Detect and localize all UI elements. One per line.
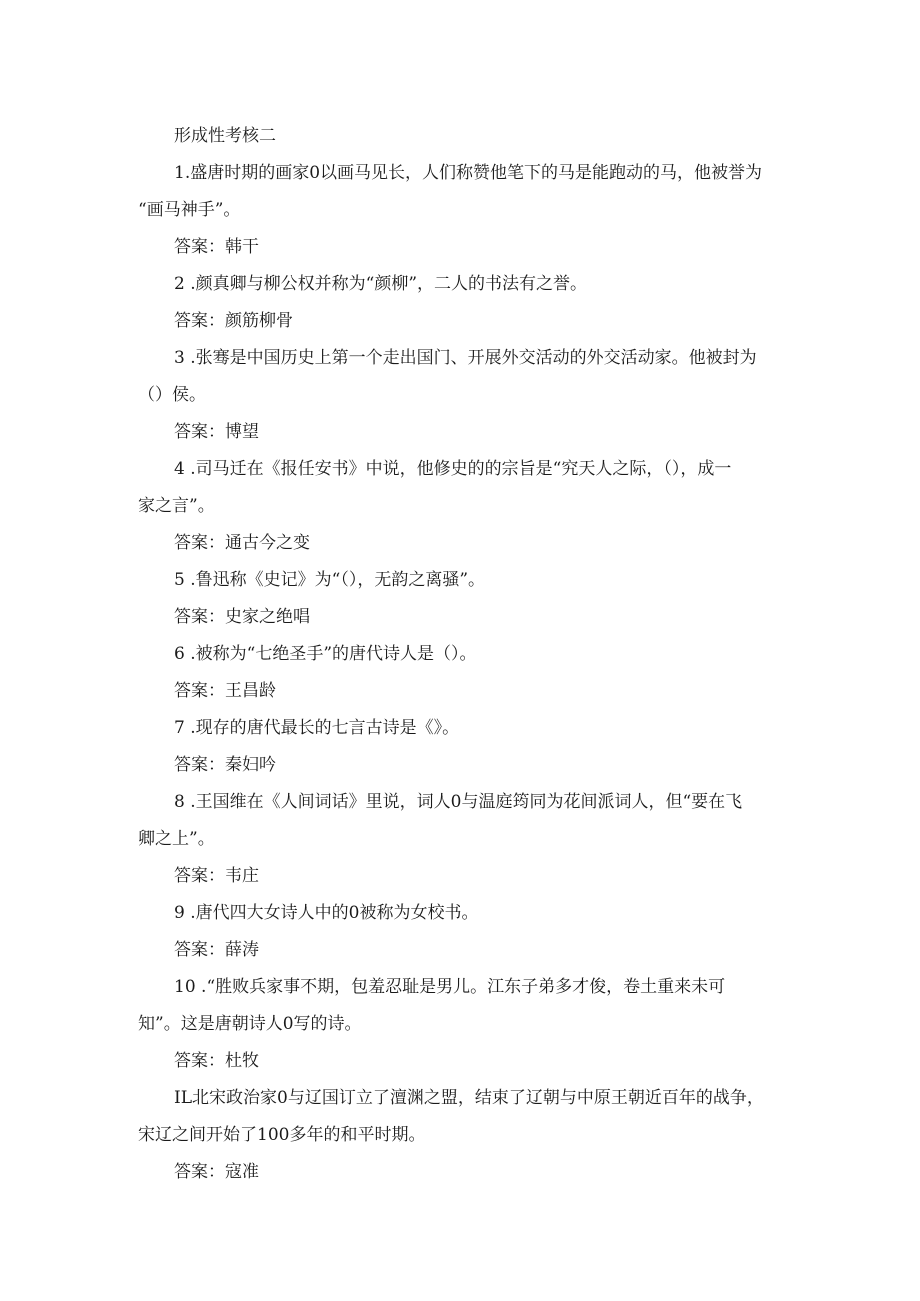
question-item xyxy=(138,1080,778,1191)
question-item xyxy=(138,636,778,710)
answer-text: 通古今之变 xyxy=(225,533,310,553)
document-content xyxy=(138,118,778,1191)
answer-label: 答案： xyxy=(174,755,225,775)
question-text-continued: 宋辽之间开始了100多年的和平时期。 xyxy=(138,1125,426,1145)
answer-line xyxy=(138,1043,778,1080)
question-text-continued: “画马神手”。 xyxy=(138,200,241,220)
question-item xyxy=(138,266,778,340)
page-title: 形成性考核二 xyxy=(174,126,276,146)
answer-line xyxy=(138,932,778,969)
question-text-continued: （）侯。 xyxy=(138,385,206,405)
question-item xyxy=(138,562,778,636)
answer-line xyxy=(138,599,778,636)
question-item xyxy=(138,969,778,1080)
answer-label: 答案： xyxy=(174,1051,225,1071)
answer-label: 答案： xyxy=(174,866,225,886)
question-text: 3 .张骞是中国历史上第一个走出国门、开展外交活动的外交活动家。他被封为 xyxy=(174,348,757,368)
answer-label: 答案： xyxy=(174,311,225,331)
question-text: 10 .“胜败兵家事不期，包羞忍耻是男儿。江东子弟多才俊，卷土重来未可 xyxy=(174,977,726,997)
answer-text: 韩干 xyxy=(225,237,259,257)
question-item xyxy=(138,340,778,451)
answer-text: 薛涛 xyxy=(225,940,259,960)
answer-line xyxy=(138,303,778,340)
question-item xyxy=(138,710,778,784)
question-text: 2 .颜真卿与柳公权并称为“颜柳”，二人的书法有之誉。 xyxy=(174,274,588,294)
answer-label: 答案： xyxy=(174,940,225,960)
question-text: 5 .鲁迅称《史记》为“（），无韵之离骚”。 xyxy=(174,570,486,590)
answer-text: 寇准 xyxy=(225,1162,259,1182)
answer-text: 颜筋柳骨 xyxy=(225,311,293,331)
question-text-continued: 卿之上”。 xyxy=(138,829,215,849)
answer-line xyxy=(138,858,778,895)
answer-text: 秦妇吟 xyxy=(225,755,276,775)
answer-line xyxy=(138,747,778,784)
answer-text: 史家之绝唱 xyxy=(225,607,310,627)
question-text: 4 .司马迁在《报任安书》中说，他修史的的宗旨是“究天人之际，（），成一 xyxy=(174,459,732,479)
question-text: 9 .唐代四大女诗人中的0被称为女校书。 xyxy=(174,903,479,923)
question-item xyxy=(138,895,778,969)
question-text-continued: 知”。这是唐朝诗人0写的诗。 xyxy=(138,1014,362,1034)
answer-line xyxy=(138,673,778,710)
answer-label: 答案： xyxy=(174,681,225,701)
question-item xyxy=(138,451,778,562)
answer-label: 答案： xyxy=(174,607,225,627)
question-text: 6 .被称为“七绝圣手”的唐代诗人是（）。 xyxy=(174,644,477,664)
answer-label: 答案： xyxy=(174,1162,225,1182)
answer-label: 答案： xyxy=(174,533,225,553)
question-text: 7 .现存的唐代最长的七言古诗是《》。 xyxy=(174,718,460,738)
answer-text: 王昌龄 xyxy=(225,681,276,701)
answer-text: 杜牧 xyxy=(225,1051,259,1071)
question-text: 8 .王国维在《人间词话》里说，词人0与温庭筠同为花间派词人，但“要在飞 xyxy=(174,792,743,812)
answer-text: 博望 xyxy=(225,422,259,442)
question-text: 1.盛唐时期的画家0以画马见长，人们称赞他笔下的马是能跑动的马，他被誉为 xyxy=(174,163,763,183)
answer-line xyxy=(138,414,778,451)
question-item xyxy=(138,784,778,895)
answer-line xyxy=(138,1154,778,1191)
answer-line xyxy=(138,525,778,562)
question-text-continued: 家之言”。 xyxy=(138,496,215,516)
answer-text: 韦庄 xyxy=(225,866,259,886)
answer-line xyxy=(138,229,778,266)
answer-label: 答案： xyxy=(174,237,225,257)
question-text: IL北宋政治家0与辽国订立了澶渊之盟，结束了辽朝与中原王朝近百年的战争， xyxy=(174,1088,764,1108)
answer-label: 答案： xyxy=(174,422,225,442)
question-item xyxy=(138,155,778,266)
